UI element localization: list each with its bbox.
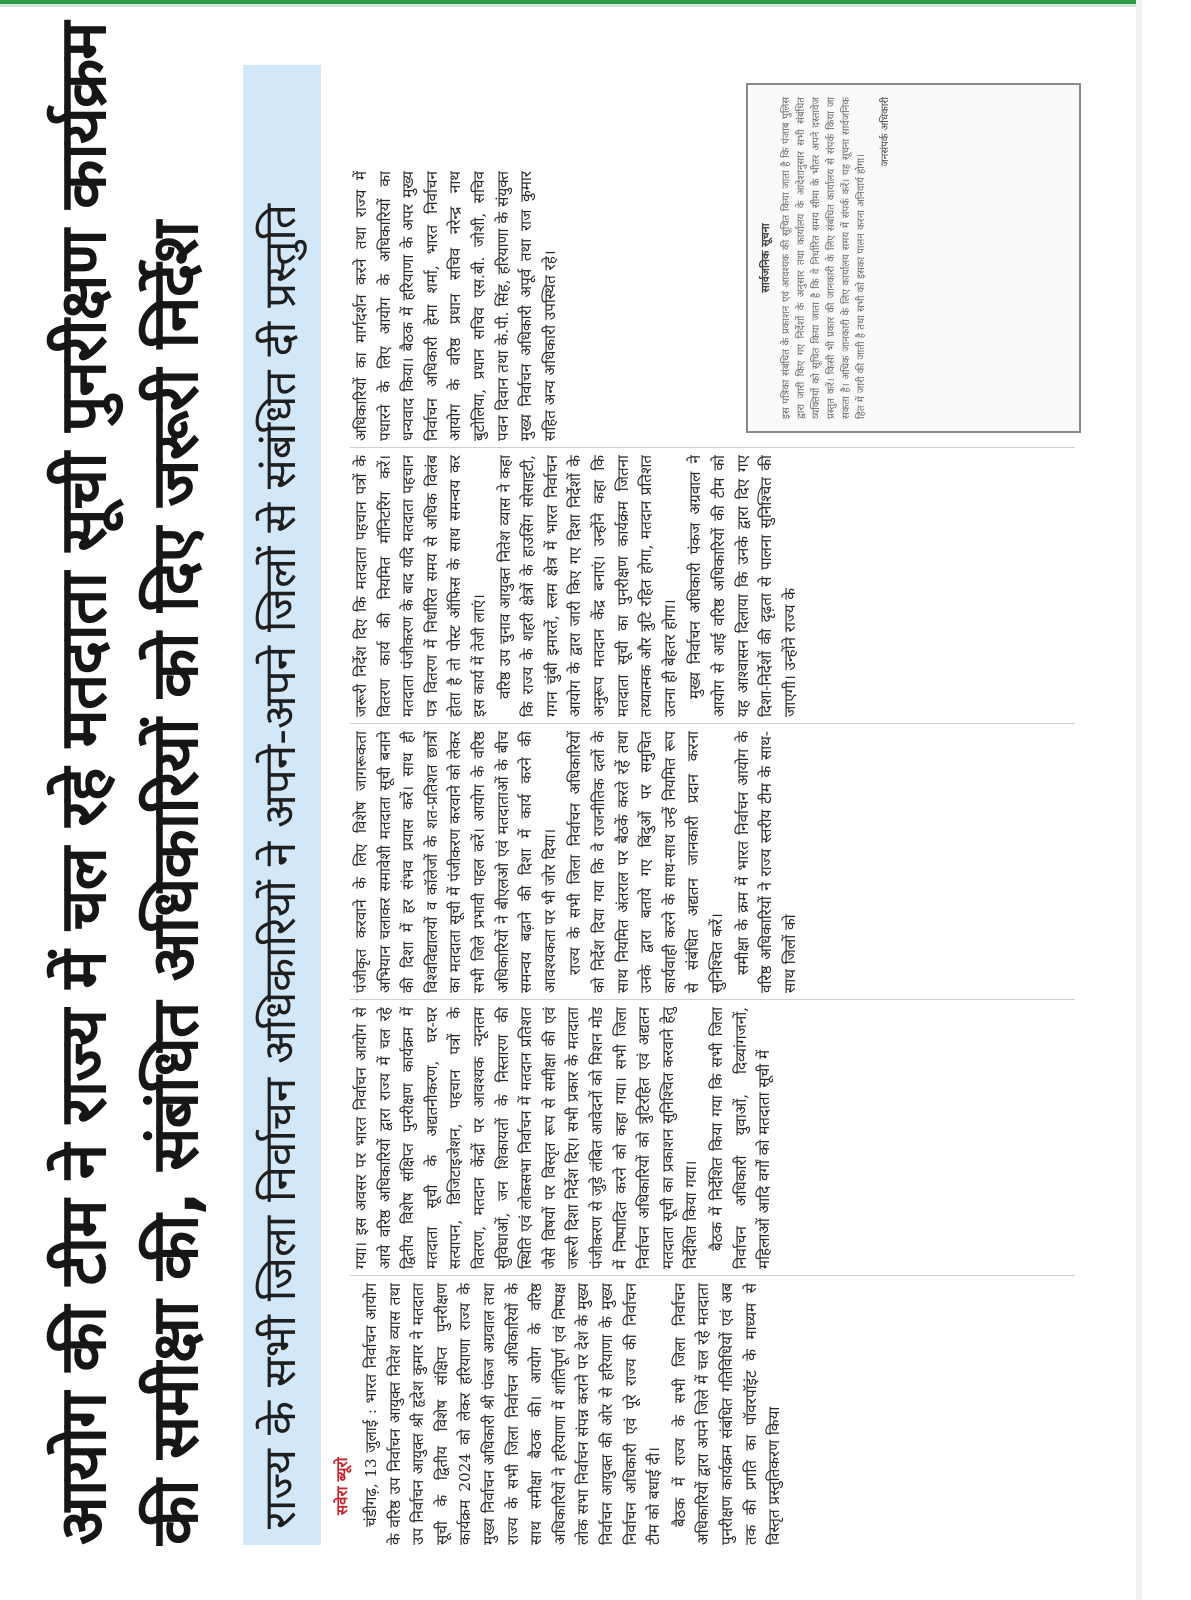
- column-divider: [350, 999, 1075, 1000]
- column-divider: [350, 1275, 1075, 1276]
- paragraph: चंडीगढ़, 13 जुलाई : भारत निर्वाचन आयोग के वरिष्ठ उप निर्वाचन आयुक्त नितेश व्यास तथा उप निर्वाचन आयुक्त श्री हृदेश कुमार ने मतदाता सूची के द्वितीय विशेष संक्षिप्त पुनरीक्षण कार्यक्रम 2024 को लेकर हरियाणा राज्य के मुख्य निर्वाचन अधिकारी श्री पंकज अग्रवाल तथा राज्य के सभी जिला निर्वाचन अधिकारियों के साथ समीक्षा बैठक की। आयोग के वरिष्ठ अधिकारियों ने हरियाणा में शांतिपूर्ण एवं निष्पक्ष लोक सभा निर्वाचन संपन्न कराने पर देश के मुख्य निर्वाचन आयुक्त की ओर से हरियाणा के मुख्य निर्वाचन अधिकारी एवं पूरे राज्य की निर्वाचन टीम को बधाई दी।: [362, 1283, 664, 1545]
- paragraph: पंजीकृत करवाने के लिए विशेष जागरूकता अभियान चलाकर समावेशी मतदाता सूची बनाने की दिशा में हर संभव प्रयास करें। साथ ही विश्वविद्यालयों व कॉलेजों के शत-प्रतिशत छात्रों का मतदाता सूची में पंजीकरण करवाने को लेकर सभी जिले प्रभावी पहल करें। आयोग के वरिष्ठ अधिकारियों ने बीएलओ एवं मतदाताओं के बीच समन्वय बढ़ाने की दिशा में कार्य करने की आवश्यकता पर भी जोर दिया।: [352, 731, 559, 993]
- paragraph: बैठक में राज्य के सभी जिला निर्वाचन अधिकारियों द्वारा अपने जिले में चल रहे मतदाता पुनरीक्षण कार्यक्रम संबंधित गतिविधियों एवं अब तक की प्रगति का पॉवरपॉइंट के माध्यम से विस्तृत प्रस्तुतिकरण किया: [670, 1283, 784, 1545]
- top-accent-line: [0, 4, 1140, 7]
- paragraph: जरूरी निर्देश दिए कि मतदाता पहचान पत्रों के वितरण कार्य की नियमित मॉनिटरिंग करें। मतदाता पंजीकरण के बाद यदि मतदाता पहचान पत्र वितरण में निर्धारित समय से अधिक विलंब होता है तो पोस्ट ऑफिस के साथ समन्वय कर इस कार्य में तेजी लाएं।: [352, 455, 488, 717]
- article-column-4: [350, 455, 1080, 717]
- newspaper-clipping: [38, 22, 1088, 1555]
- public-notice-box: [746, 83, 1081, 433]
- paragraph: समीक्षा के क्रम में भारत निर्वाचन आयोग के वरिष्ठ अधिकारियों ने राज्य स्तरीय टीम के साथ-साथ जिलों को: [733, 731, 799, 993]
- headline: [38, 22, 238, 1545]
- paragraph: मुख्य निर्वाचन अधिकारी पंकज अग्रवाल ने आयोग से आई वरिष्ठ अधिकारियों की टीम को यह आश्वासन दिलाया कि उनके द्वारा दिए गए दिशा-निर्देशों की दृढ़ता से पालना सुनिश्चित की जाएगी। उन्होंने राज्य के: [686, 455, 799, 717]
- subheadline: राज्य के सभी जिला निर्वाचन अधिकारियों ने अपने-अपने जिलों से संबंधित दी प्रस्तुति: [255, 204, 306, 1529]
- paragraph: बैठक में निर्देशित किया गया कि सभी जिला निर्वाचन अधिकारी युवाओं, दिव्यांगजनों, महिलाओं आदि वर्गों को मतदाता सूची में: [707, 1007, 774, 1269]
- article-column-5: [350, 171, 680, 441]
- article-column-2: [350, 1007, 1080, 1269]
- column-divider: [350, 447, 1075, 448]
- headline-line-1: आयोग की टीम ने राज्य में चल रहे मतदाता सूची पुनरीक्षण कार्यक्रम: [47, 22, 121, 1545]
- notice-signature: जनसंपर्क अधिकारी: [880, 97, 891, 167]
- paragraph: गया। इस अवसर पर भारत निर्वाचन आयोग से आये वरिष्ठ अधिकारियों द्वारा राज्य में चल रहे द्वितीय विशेष संक्षिप्त पुनरीक्षण कार्यक्रम में मतदाता सूची के अद्यतनीकरण, घर-घर सत्यापन, डिजिटाइजेशन, पहचान पत्रों के वितरण, मतदान केंद्रों पर आवश्यक न्यूनतम सुविधाओं, जन शिकायतों के निस्तारण की स्थिति एवं लोकसभा निर्वाचन में मतदान प्रतिशत जैसे विषयों पर विस्तृत रूप से समीक्षा की एवं जरूरी दिशा निर्देश दिए। सभी प्रकार के मतदाता पंजीकरण से जुड़े लंबित आवेदनों को मिशन मोड में निष्पादित करने को कहा गया। सभी जिला निर्वाचन अधिकारियों को त्रुटिरहित एवं अद्यतन मतदाता सूची का प्रकाशन सुनिश्चित करवाने हेतु निर्देशित किया गया।: [352, 1007, 701, 1269]
- subheadline-banner: [243, 65, 321, 1545]
- right-edge-margin: [1136, 0, 1142, 1600]
- paragraph: राज्य के सभी जिला निर्वाचन अधिकारियों को निर्देश दिया गया कि वे राजनीतिक दलों के साथ नियमित अंतराल पर बैठकें करते रहें तथा उनके द्वारा बताये गए बिंदुओं पर समुचित कार्यवाही करने के साथ-साथ उन्हें नियमित रूप से संबंधित अद्यतन जानकारी प्रदान करना सुनिश्चित करें।: [566, 731, 726, 993]
- notice-body: इस पत्रिका संबंधित के प्रकाशन एवं आवश्यक की सूचित किया जाता है कि पंजाब पुलिस द्वारा जारी किए गए निर्देशों के अनुसार तथा कार्यालय के आदेशानुसार सभी संबंधित व्यक्तियों को सूचित किया जाता है कि वे निर्धारित समय सीमा के भीतर अपने दस्तावेज प्रस्तुत करें। किसी भी प्रकार की जानकारी के लिए संबंधित कार्यालय से संपर्क किया जा सकता है। अधिक जानकारी के लिए कार्यालय समय में संपर्क करें। यह सूचना सार्वजनिक हित में जारी की जाती है तथा सभी को इसका पालन करना अनिवार्य होगा।: [781, 97, 867, 419]
- notice-title: सार्वजनिक सूचना: [759, 223, 772, 293]
- article-column-1: [360, 1283, 1090, 1545]
- article-column-3: [350, 731, 1080, 993]
- headline-line-2: की समीक्षा की, संबंधित अधिकारियों को दिए जरूरी निर्देश: [139, 221, 213, 1545]
- column-divider: [350, 723, 1075, 724]
- paragraph: अधिकारियों का मार्गदर्शन करने तथा राज्य में पधारने के लिए आयोग के अधिकारियों का धन्यवाद किया। बैठक में हरियाणा के अपर मुख्य निर्वाचन अधिकारी हेमा शर्मा, भारत निर्वाचन आयोग के वरिष्ठ प्रधान सचिव नरेन्द्र नाथ बुटोलिया, प्रधान सचिव एस.बी. जोशी, सचिव पवन दिवान तथा के.पी. सिंह, हरियाणा के संयुक्त मुख्य निर्वाचन अधिकारी अपूर्व तथा राज कुमार सहित अन्य अधिकारी उपस्थित रहे।: [352, 171, 559, 441]
- paragraph: वरिष्ठ उप चुनाव आयुक्त नितेश व्यास ने कहा कि राज्य के शहरी क्षेत्रों के हाउसिंग सोसाइटी, गगन चुंबी इमारतें, स्लम क्षेत्र में भारत निर्वाचन आयोग के द्वारा जारी किए गए दिशा निर्देशों के अनुरूप मतदान केंद्र बनाएं। उन्होंने कहा कि मतदाता सूची का पुनरीक्षण कार्यक्रम जितना तथ्यात्मक और त्रुटि रहित होगा, मतदान प्रतिशत उतना ही बेहतर होगा।: [495, 455, 679, 717]
- byline: सवेरा ब्यूरो: [333, 1457, 351, 1515]
